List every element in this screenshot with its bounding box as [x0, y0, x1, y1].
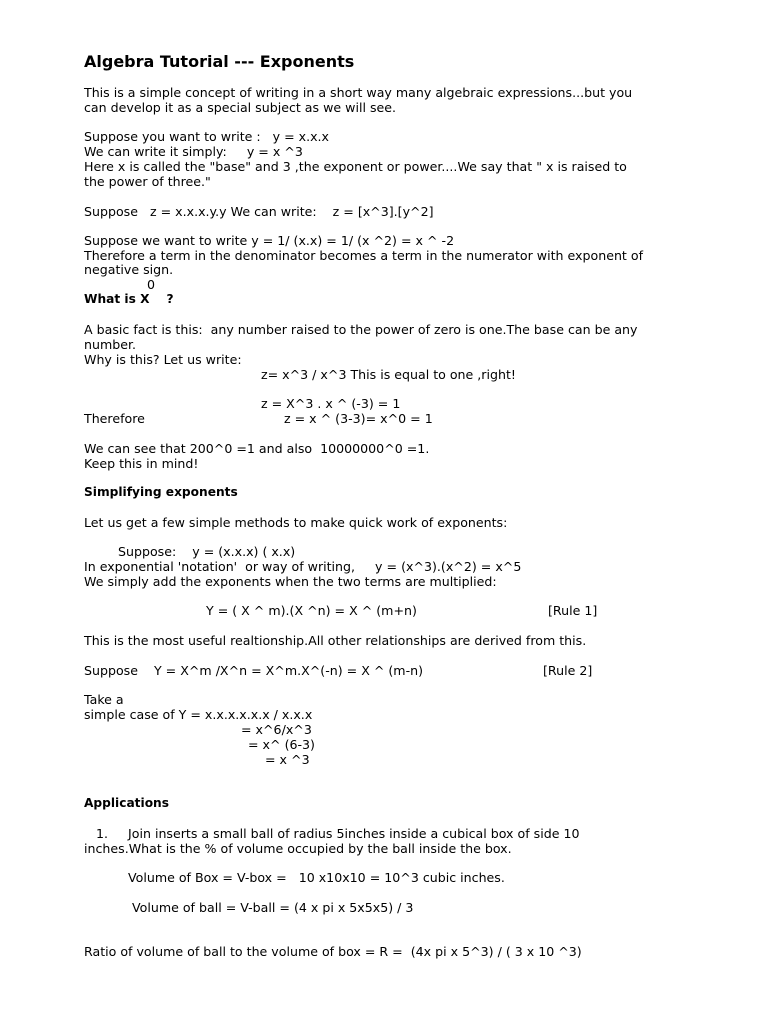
negative-line-3: negative sign.	[84, 262, 174, 277]
step-3: = x ^3	[265, 752, 310, 767]
volume-box-line: Volume of Box = V-box = 10 x10x10 = 10^3 cubic inches.	[128, 870, 505, 885]
negative-line-1: Suppose we want to write y = 1/ (x.x) = 1/ (x ^2) = x ^ -2	[84, 233, 455, 248]
zero-power-line-3: Why is this? Let us write:	[84, 352, 242, 367]
simple-case-line: simple case of Y = x.x.x.x.x.x / x.x.x	[84, 707, 313, 722]
notation-line: In exponential 'notation' or way of writing, y = (x^3).(x^2) = x^5	[84, 559, 522, 574]
rule1-formula: Y = ( X ^ m).(X ^n) = X ^ (m+n)	[206, 603, 417, 618]
intro-line-1: This is a simple concept of writing in a short way many algebraic expressions...but you	[84, 85, 633, 100]
rule1-label: [Rule 1]	[548, 603, 598, 618]
simplifying-intro: Let us get a few simple methods to make quick work of exponents:	[84, 515, 508, 530]
ratio-line: Ratio of volume of ball to the volume of box = R = (4x pi x 5^3) / ( 3 x 10 ^3)	[84, 944, 582, 959]
problem1-line-2: inches.What is the % of volume occupied by the ball inside the box.	[84, 841, 512, 856]
zero-superscript: 0	[147, 277, 156, 292]
zero-power-line-1: A basic fact is this: any number raised to the power of zero is one.The base can be any	[84, 322, 638, 337]
equation-z3: z = x ^ (3-3)= x^0 = 1	[284, 411, 433, 426]
zero-power-line-2: number.	[84, 337, 136, 352]
take-a-line: Take a	[84, 692, 124, 707]
simplifying-heading: Simplifying exponents	[84, 485, 238, 499]
suppose-z-line: Suppose z = x.x.x.y.y We can write: z = [x^3].[y^2]	[84, 204, 434, 219]
useful-line: This is the most useful realtionship.All other relationships are derived from this.	[84, 633, 587, 648]
applications-heading: Applications	[84, 796, 169, 810]
therefore-label: Therefore	[84, 411, 145, 426]
intro-line-2: can develop it as a special subject as we will see.	[84, 100, 397, 115]
volume-ball-line: Volume of ball = V-ball = (4 x pi x 5x5x5) / 3	[132, 900, 414, 915]
step-2: = x^ (6-3)	[248, 737, 315, 752]
rule2-formula: Suppose Y = X^m /X^n = X^m.X^(-n) = X ^ (m-n)	[84, 663, 424, 678]
equation-z1: z= x^3 / x^3 This is equal to one ,right!	[261, 367, 516, 382]
zero-example-line-1: We can see that 200^0 =1 and also 10000000^0 =1.	[84, 441, 430, 456]
equation-z2: z = X^3 . x ^ (-3) = 1	[261, 396, 401, 411]
what-is-x0-heading: What is X ?	[84, 292, 174, 306]
zero-example-line-2: Keep this in mind!	[84, 456, 199, 471]
page-title: Algebra Tutorial --- Exponents	[84, 52, 355, 71]
add-rule-line: We simply add the exponents when the two terms are multiplied:	[84, 574, 497, 589]
basics-line-2: We can write it simply: y = x ^3	[84, 144, 303, 159]
basics-line-3: Here x is called the "base" and 3 ,the exponent or power....We say that " x is raised to	[84, 159, 627, 174]
suppose-y-line: Suppose: y = (x.x.x) ( x.x)	[118, 544, 296, 559]
problem1-line-1: 1. Join inserts a small ball of radius 5inches inside a cubical box of side 10	[84, 826, 580, 841]
rule2-label: [Rule 2]	[543, 663, 593, 678]
basics-line-1: Suppose you want to write : y = x.x.x	[84, 129, 330, 144]
negative-line-2: Therefore a term in the denominator becomes a term in the numerator with exponent of	[84, 248, 644, 263]
basics-line-4: the power of three."	[84, 174, 211, 189]
step-1: = x^6/x^3	[241, 722, 312, 737]
